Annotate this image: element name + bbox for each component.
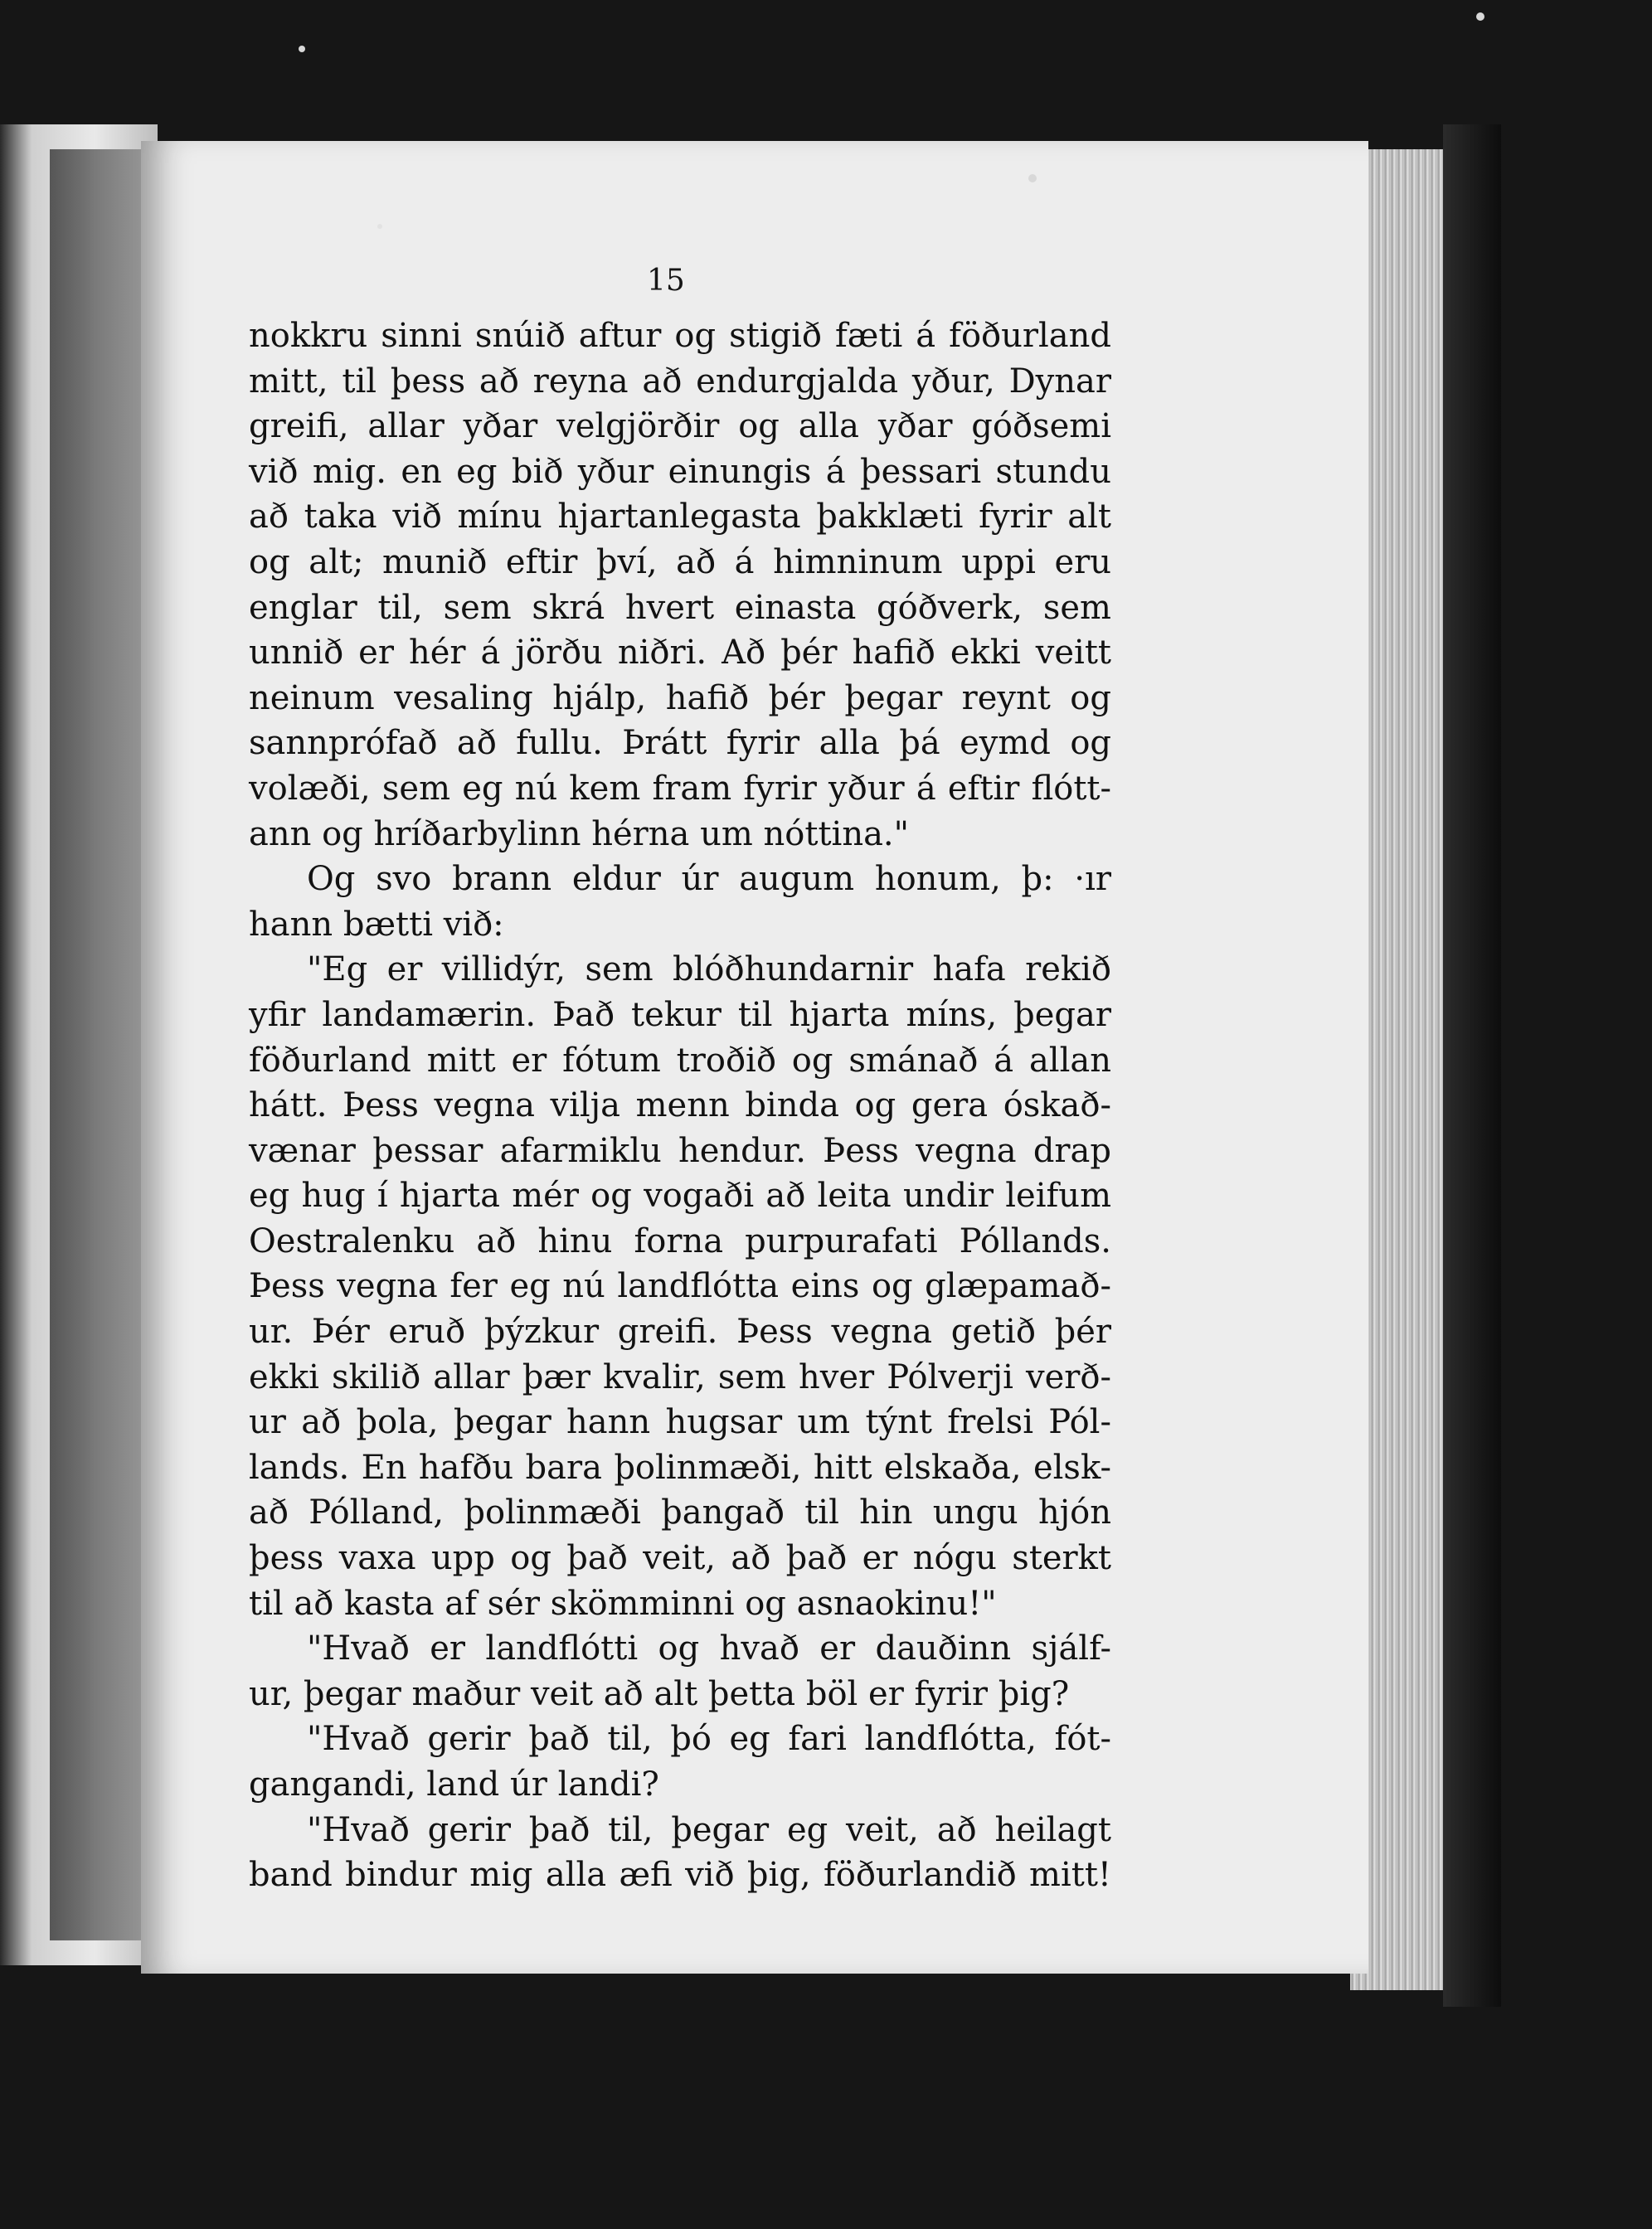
page-number: 15 bbox=[647, 264, 685, 298]
text-line: "Hvað gerir það til, þó eg fari landflótta, fót- bbox=[307, 1720, 1111, 1759]
text-line: hátt. Þess vegna vilja menn binda og gera óskað- bbox=[249, 1086, 1111, 1125]
text-line: neinum vesaling hjálp, hafið þér þegar reynt og bbox=[249, 678, 1111, 717]
text-line: englar til, sem skrá hvert einasta góðverk, sem bbox=[249, 588, 1111, 627]
text-line: föðurland mitt er fótum troðið og smánað á allan bbox=[249, 1041, 1111, 1080]
text-line: lands. En hafðu bara þolinmæði, hitt elskaða, elsk- bbox=[249, 1448, 1111, 1487]
text-line: hann bætti við: bbox=[249, 905, 504, 944]
text-line: ur, þegar maður veit að alt þetta böl er fyrir þig? bbox=[249, 1674, 1070, 1713]
text-line: þess vaxa upp og það veit, að það er nógu sterkt bbox=[249, 1539, 1111, 1578]
text-line: til að kasta af sér skömminni og asnaokinu!" bbox=[249, 1584, 997, 1623]
text-line: volæði, sem eg nú kem fram fyrir yður á eftir flótt- bbox=[249, 769, 1111, 808]
text-line: Og svo brann eldur úr augum honum, þ: ·ır bbox=[307, 860, 1111, 899]
text-line: mitt, til þess að reyna að endurgjalda yður, Dynar bbox=[249, 362, 1111, 401]
text-line: "Eg er villidýr, sem blóðhundarnir hafa rekið bbox=[307, 950, 1111, 989]
text-line: sannprófað að fullu. Þrátt fyrir alla þá eymd og bbox=[249, 724, 1111, 763]
text-line: unnið er hér á jörðu niðri. Að þér hafið ekki veitt bbox=[249, 634, 1111, 673]
text-line: Oestralenku að hinu forna purpurafati Póllands. bbox=[249, 1221, 1111, 1260]
text-line: við mig. en eg bið yður einungis á þessari stundu bbox=[249, 452, 1111, 491]
text-line: gangandi, land úr landi? bbox=[249, 1765, 659, 1804]
film-speck bbox=[1476, 12, 1484, 21]
text-line: greifi, allar yðar velgjörðir og alla yðar góðsemi bbox=[249, 407, 1111, 446]
text-line: band bindur mig alla æfi við þig, föðurlandið mitt! bbox=[249, 1856, 1111, 1895]
text-line: vænar þessar afarmiklu hendur. Þess vegna drap bbox=[249, 1131, 1111, 1170]
page-text bbox=[249, 313, 1111, 1898]
film-speck bbox=[1028, 174, 1037, 182]
book-cover-edge bbox=[1443, 124, 1501, 2007]
text-line: ur að þola, þegar hann hugsar um týnt frelsi Pól- bbox=[249, 1403, 1111, 1442]
text-line: ur. Þér eruð þýzkur greifi. Þess vegna getið þér bbox=[249, 1313, 1111, 1352]
text-line: að taka við mínu hjartanlegasta þakklæti fyrir alt bbox=[249, 498, 1111, 537]
text-line: Þess vegna fer eg nú landflótta eins og glæpamað- bbox=[249, 1267, 1111, 1306]
text-line: og alt; munið eftir því, að á himninum uppi eru bbox=[249, 542, 1111, 581]
text-line: eg hug í hjarta mér og vogaði að leita undir leifum bbox=[249, 1177, 1111, 1216]
film-speck bbox=[299, 46, 305, 52]
spine-shadow bbox=[50, 149, 141, 1940]
text-line: að Pólland, þolinmæði þangað til hin ungu hjón bbox=[249, 1493, 1111, 1532]
text-line: "Hvað er landflótti og hvað er dauðinn sjálf- bbox=[307, 1629, 1111, 1668]
text-line: ekki skilið allar þær kvalir, sem hver Pólverji verð- bbox=[249, 1357, 1111, 1396]
text-line: nokkru sinni snúið aftur og stigið fæti á föðurland bbox=[249, 317, 1111, 355]
film-speck bbox=[377, 224, 382, 229]
text-line: yfir landamærin. Það tekur til hjarta míns, þegar bbox=[249, 995, 1111, 1034]
text-line: "Hvað gerir það til, þegar eg veit, að heilagt bbox=[307, 1810, 1111, 1849]
text-line: ann og hríðarbylinn hérna um nóttina." bbox=[249, 814, 910, 853]
